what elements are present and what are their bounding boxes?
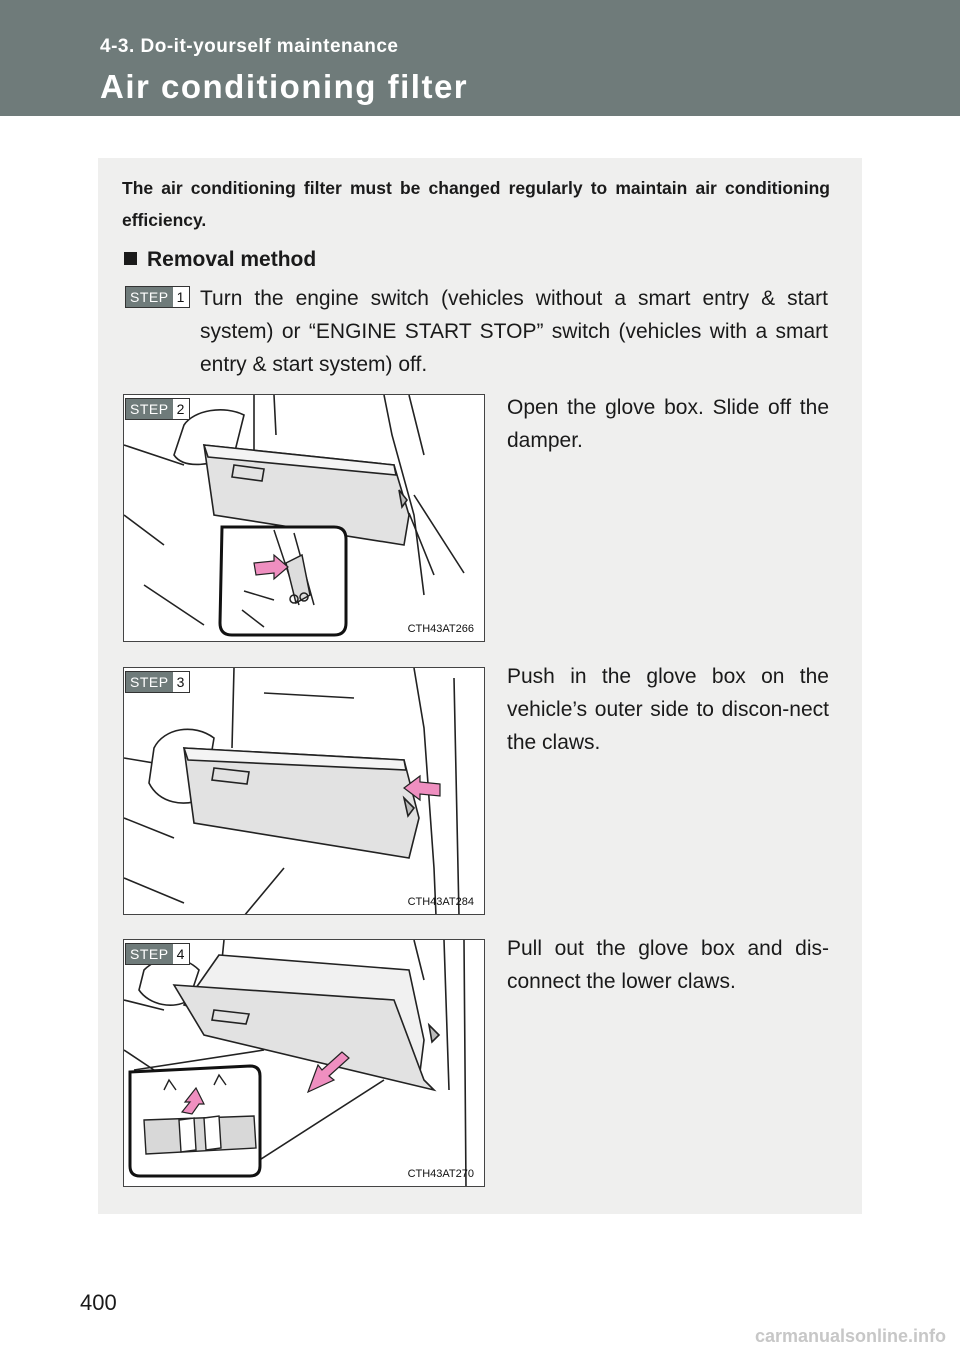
figure-code: CTH43AT270 [407, 1168, 474, 1180]
step-3-illustration [123, 667, 485, 915]
watermark: carmanualsonline.info [754, 1326, 946, 1346]
page-number: 400 [80, 1290, 117, 1315]
step-4-badge: STEP 4 [125, 943, 190, 965]
figure-code: CTH43AT266 [407, 623, 474, 635]
step-4-illustration [123, 939, 485, 1187]
section-label: 4-3. Do-it-yourself maintenance [100, 36, 399, 57]
step-3-text: Push in the glove box on the vehicle’s outer side to discon-nect the claws. [507, 665, 829, 754]
intro-text: The air conditioning filter must be changed regularly to maintain air conditioning efficiency. [122, 178, 830, 230]
figure-code: CTH43AT284 [407, 896, 474, 908]
removal-method-label: Removal method [147, 248, 317, 271]
page-title: Air conditioning filter [100, 68, 469, 105]
glove-box-damper-drawing [124, 395, 485, 642]
step-4-text: Pull out the glove box and dis-connect the lower claws. [507, 937, 829, 993]
step-1-text: Turn the engine switch (vehicles without a smart entry & start system) or “ENGINE START STOP” switch (vehicles with a smart entry & start system) off. [200, 287, 828, 376]
page-header [0, 0, 960, 116]
step-2-illustration [123, 394, 485, 642]
square-bullet-icon [124, 252, 137, 265]
glove-box-pull-drawing [124, 940, 485, 1187]
removal-method-heading [124, 248, 316, 272]
step-1-badge: STEP 1 [125, 286, 190, 308]
glove-box-push-drawing [124, 668, 485, 915]
step-2-text: Open the glove box. Slide off the damper. [507, 396, 829, 452]
step-3-badge: STEP 3 [125, 671, 190, 693]
step-2-badge: STEP 2 [125, 398, 190, 420]
